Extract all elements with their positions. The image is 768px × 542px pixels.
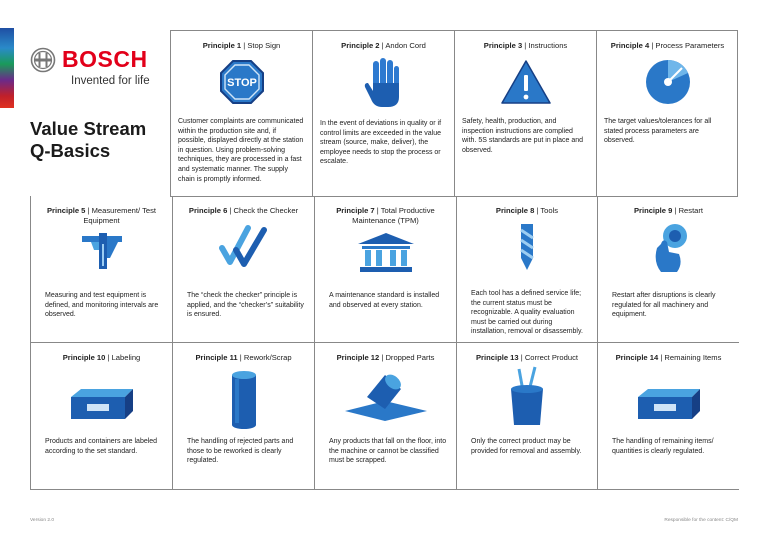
cylinder-icon <box>214 367 274 431</box>
principle-title: Principle 5 | Measurement/ Test Equipment <box>46 206 157 225</box>
labeled-box-icon <box>67 385 137 425</box>
dropped-part-icon <box>341 367 431 423</box>
warning-icon <box>496 57 556 107</box>
responsible-label: Responsible for the content: C/QM <box>664 518 738 523</box>
principle-card <box>596 31 738 197</box>
principle-card <box>31 196 172 343</box>
principle-title: Principle 11 | Rework/Scrap <box>195 353 292 362</box>
bosch-armature-icon <box>30 47 56 73</box>
brand-name: BOSCH <box>62 46 148 72</box>
principle-text: Each tool has a defined service life; the current status must be recognizable. A quality evaluation must be carried out during installation, removal or disassembly. <box>471 290 583 336</box>
principle-text: The handling of rejected parts and those to be reworked is clearly regulated. <box>187 438 294 465</box>
principle-text: Measuring and test equipment is defined, and monitoring intervals are observed. <box>45 292 159 319</box>
principle-card <box>456 196 597 343</box>
principle-card <box>172 196 314 343</box>
principle-card <box>172 343 314 490</box>
principle-card <box>597 196 739 343</box>
stop-sign-text: STOP <box>226 77 257 89</box>
caliper-icon <box>72 228 132 276</box>
container-icon <box>497 365 557 431</box>
principle-text: The target values/tolerances for all stated process parameters are observed. <box>604 118 712 145</box>
principle-title: Principle 3 | Instructions <box>483 41 568 50</box>
principle-title: Principle 14 | Remaining Items <box>615 353 722 362</box>
temple-icon <box>354 230 418 274</box>
page-title <box>30 118 170 162</box>
gauge-icon <box>638 57 698 107</box>
principle-text: Only the correct product may be provided for removal and assembly. <box>471 438 582 455</box>
principle-title: Principle 2 | Andon Cord <box>341 41 426 50</box>
brand-color-stripe <box>0 28 14 108</box>
bosch-logo <box>30 46 165 87</box>
principles-grid-top <box>170 30 738 196</box>
brand-tagline: Invented for life <box>71 75 150 87</box>
principle-card <box>31 343 172 490</box>
principle-title: Principle 4 | Process Parameters <box>610 41 725 50</box>
principle-title: Principle 6 | Check the Checker <box>188 206 299 215</box>
principle-title: Principle 8 | Tools <box>495 206 559 215</box>
principle-title: Principle 9 | Restart <box>633 206 704 215</box>
principle-text: A maintenance standard is installed and observed at every station. <box>329 292 440 309</box>
principle-text: The handling of remaining items/ quantities is clearly regulated. <box>612 438 714 455</box>
principle-text: Products and containers are labeled according to the set standard. <box>45 438 158 455</box>
principles-grid-bottom <box>30 196 738 490</box>
principle-card <box>170 31 312 197</box>
principle-card <box>314 196 456 343</box>
drill-bit-icon <box>497 218 557 272</box>
principle-text: Customer complaints are communicated within the production site and, if possible, displayed directly at the station in question. Using problem-solving techniques, they are processed in a fast and systematic manner. The supply chain is promptly informed. <box>178 118 304 183</box>
title-line-1: Value Stream <box>30 118 147 139</box>
principle-card <box>312 31 454 197</box>
principle-card <box>314 343 456 490</box>
principle-text: Safety, health, production, and inspection instructions are complied with. 5S standards are put in place and observed. <box>462 118 584 154</box>
restart-hand-icon <box>639 218 699 276</box>
principle-title: Principle 7 | Total Productive Maintenance (TPM) <box>336 206 435 225</box>
principle-title: Principle 13 | Correct Product <box>475 353 579 362</box>
stop-sign-icon <box>212 57 272 107</box>
principle-card <box>456 343 597 490</box>
principle-card <box>454 31 596 197</box>
principle-title: Principle 12 | Dropped Parts <box>336 353 435 362</box>
principle-text: The “check the checker” principle is applied, and the “checker’s” suitability is ensured. <box>187 292 304 319</box>
principle-title: Principle 10 | Labeling <box>62 353 141 362</box>
principle-text: Any products that fall on the floor, into the machine or cannot be classified must be scrapped. <box>329 438 447 465</box>
principle-text: In the event of deviations in quality or if control limits are exceeded in the value stream (source, make, deliver), the employee needs to stop the process or escalate. <box>320 120 442 166</box>
principle-title: Principle 1 | Stop Sign <box>202 41 281 50</box>
hand-icon <box>354 55 414 111</box>
checkmarks-icon <box>214 222 274 272</box>
version-label: Version 2.0 <box>30 518 55 523</box>
principle-card <box>597 343 739 490</box>
title-line-2: Q-Basics <box>30 140 111 161</box>
principle-text: Restart after disruptions is clearly regulated for all machinery and equipment. <box>612 292 716 319</box>
tray-icon <box>634 385 704 425</box>
